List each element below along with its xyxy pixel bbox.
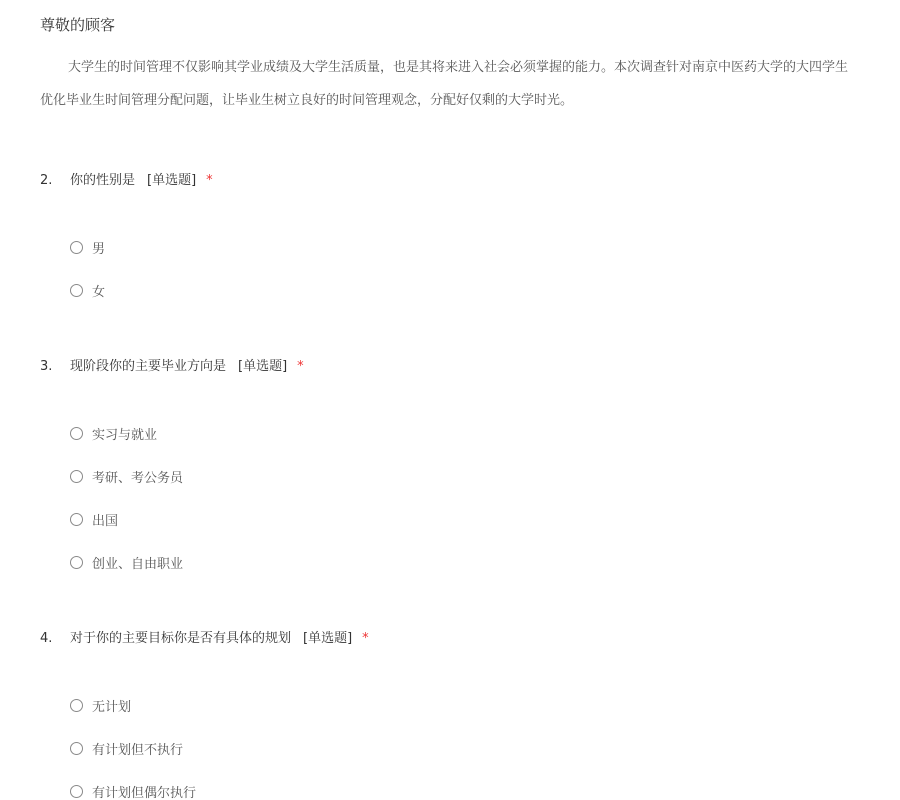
question-text: 你的性别是 xyxy=(70,173,136,188)
option-label: 女 xyxy=(92,285,106,300)
radio-icon[interactable] xyxy=(70,699,83,712)
question-type-label: [单选题] xyxy=(147,173,197,188)
option-label: 考研、考公务员 xyxy=(92,471,184,486)
radio-icon[interactable] xyxy=(70,742,83,755)
radio-icon[interactable] xyxy=(70,470,83,483)
option-label: 无计划 xyxy=(92,700,132,715)
option-label: 有计划但偶尔执行 xyxy=(92,786,197,800)
question-number: 2. xyxy=(40,173,53,188)
option-female[interactable] xyxy=(70,281,105,300)
question-number: 4. xyxy=(40,631,53,646)
option-label: 创业、自由职业 xyxy=(92,557,184,572)
radio-icon[interactable] xyxy=(70,556,83,569)
option-male[interactable] xyxy=(70,238,105,257)
required-mark: * xyxy=(297,359,304,374)
intro-text-line-1: 大学生的时间管理不仅影响其学业成绩及大学生活质量，也是其将来进入社会必须掌握的能力。本次调查针对南京中医药大学的大四学生 xyxy=(68,60,849,75)
question-2-title xyxy=(40,169,213,188)
question-3-title xyxy=(40,355,304,374)
option-plan-occasionally-executed[interactable] xyxy=(70,782,196,800)
question-number: 3. xyxy=(40,359,53,374)
option-label: 实习与就业 xyxy=(92,428,158,443)
option-plan-not-executed[interactable] xyxy=(70,739,183,758)
greeting-title: 尊敬的顾客 xyxy=(40,16,116,34)
question-type-label: [单选题] xyxy=(238,359,288,374)
option-label: 男 xyxy=(92,242,106,257)
required-mark: * xyxy=(362,631,369,646)
intro-text-line-2: 优化毕业生时间管理分配问题，让毕业生树立良好的时间管理观念，分配好仅剩的大学时光。 xyxy=(40,93,574,108)
option-graduate-exam-civil-service[interactable] xyxy=(70,467,183,486)
radio-icon[interactable] xyxy=(70,284,83,297)
option-startup-freelance[interactable] xyxy=(70,553,183,572)
option-label: 有计划但不执行 xyxy=(92,743,184,758)
question-text: 对于你的主要目标你是否有具体的规划 xyxy=(70,631,292,646)
question-4-title xyxy=(40,627,369,646)
radio-icon[interactable] xyxy=(70,513,83,526)
radio-icon[interactable] xyxy=(70,427,83,440)
required-mark: * xyxy=(206,173,213,188)
question-type-label: [单选题] xyxy=(303,631,353,646)
radio-icon[interactable] xyxy=(70,241,83,254)
option-label: 出国 xyxy=(92,514,119,529)
radio-icon[interactable] xyxy=(70,785,83,798)
question-text: 现阶段你的主要毕业方向是 xyxy=(70,359,227,374)
option-no-plan[interactable] xyxy=(70,696,131,715)
option-internship-employment[interactable] xyxy=(70,424,157,443)
option-study-abroad[interactable] xyxy=(70,510,118,529)
